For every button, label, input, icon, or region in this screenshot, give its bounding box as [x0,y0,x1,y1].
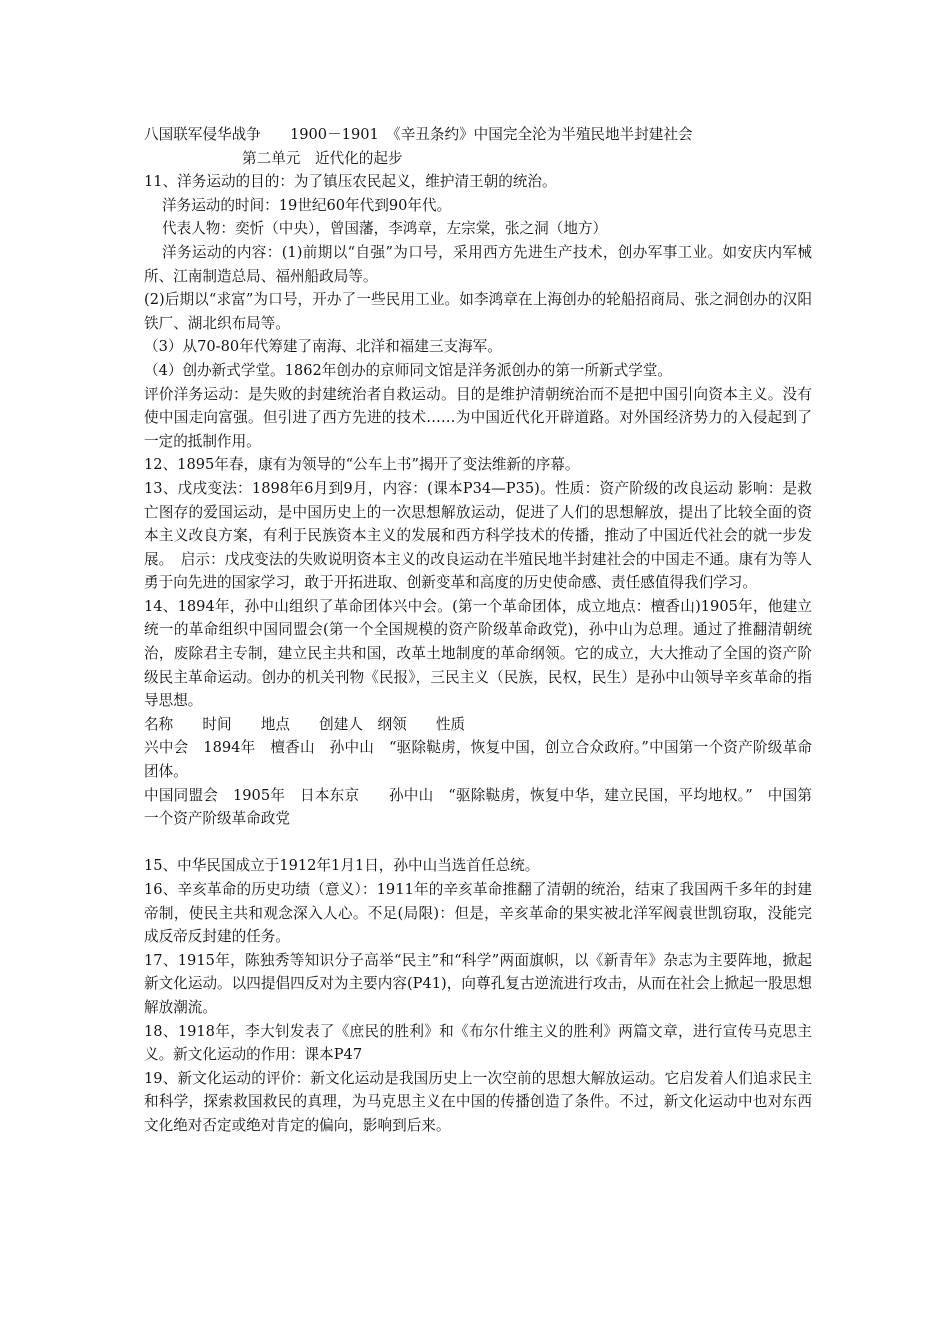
table-row-tongmenghui: 中国同盟会 1905年 日本东京 孙中山 “驱除鞑虏，恢复中华，建立民国，平均地权。” 中国第一个资产阶级革命政党 [144,786,812,828]
paragraph-12: 12、1895年春，康有为领导的“公车上书”揭开了变法维新的序幕。 [144,456,580,474]
paragraph-16: 16、辛亥革命的历史功绩（意义）：1911年的辛亥革命推翻了清朝的统治，结束了我国两千多年的封建帝制，使民主共和观念深入人心。不足(局限)：但是，辛亥革命的果实被北洋军阀袁世凯窃取，没能完成反帝反封建的任务。 [144,881,812,946]
paragraph-11-content: 洋务运动的内容：(1)前期以“自强”为口号，采用西方先进生产技术，创办军事工业。如安庆内军械所、江南制造总局、福州船政局等。 [144,243,812,285]
paragraph-11-content-2: (2)后期以“求富”为口号，开办了一些民用工业。如李鸿章在上海创办的轮船招商局、张之洞创办的汉阳铁厂、湖北织布局等。 [144,291,812,332]
paragraph-18: 18、1918年，李大钊发表了《庶民的胜利》和《布尔什维主义的胜利》两篇文章，进行宣传马克思主义。新文化运动的作用：课本P47 [144,1022,812,1064]
paragraph-14: 14、1894年，孙中山组织了革命团体兴中会。(第一个革命团体，成立地点：檀香山)1905年，他建立统一的革命组织中国同盟会(第一个全国规模的资产阶级革命政党)，孙中山为总理。通过了推翻清朝统治，废除君主专制，建立民主共和国，改革土地制度的革命纲领。它的成立，大大推动了全国的资产阶级民主革命运动。创办的机关刊物《民报》，三民主义（民族，民权，民生）是孙中山领导辛亥革命的指导思想。 [144,597,812,710]
table-header: 名称 时间 地点 创建人 纲领 性质 [144,715,466,733]
paragraph-11-content-4: （4）创办新式学堂。1862年创办的京师同文馆是洋务派创办的第一所新式学堂。 [144,361,673,379]
paragraph-11-people: 代表人物：奕忻（中央），曾国藩，李鸿章，左宗棠，张之洞（地方） [162,220,608,238]
table-row-xingzhonghui: 兴中会 1894年 檀香山 孙中山 “驱除鞑虏，恢复中国，创立合众政府。”中国第一个资产阶级革命团体。 [144,739,812,781]
blank-line [144,831,812,855]
paragraph-11-evaluation: 评价洋务运动：是失败的封建统治者自救运动。目的是维护清朝统治而不是把中国引向资本主义。没有使中国走向富强。但引进了西方先进的技术……为中国近代化开辟道路。对外国经济势力的入侵起到了一定的抵制作用。 [144,385,812,450]
paragraph-11-content-3: （3）从70-80年代筹建了南海、北洋和福建三支海军。 [144,338,502,356]
paragraph-13: 13、戊戌变法：1898年6月到9月，内容：(课本P34—P35)。性质：资产阶级的改良运动 影响：是救亡图存的爱国运动，是中国历史上的一次思想解放运动，促进了人们的思想解放，提出了比较全面的资本主义改良方案，有利于民族资本主义的发展和西方科学技术的传播，推动了中国近代社会的就一步发展。 启示：戊戌变法的失败说明资本主义的改良运动在半殖民地半封建社会的中国走不通。康有为等人勇于向先进的国家学习，敢于开拓进取、创新变革和高度的历史使命感、责任感值得我们学习。 [144,479,812,592]
paragraph-11-time: 洋务运动的时间：19世纪60年代到90年代。 [162,196,452,214]
unit-title: 第二单元 近代化的起步 [242,149,403,167]
paragraph-17: 17、1915年，陈独秀等知识分子高举“民主”和“科学”两面旗帜，以《新青年》杂志为主要阵地，掀起新文化运动。以四提倡四反对为主要内容(P41)，向尊孔复古逆流进行攻击，从而在社会上掀起一股思想解放潮流。 [144,951,812,1016]
intro-line: 八国联军侵华战争 1900－1901 《辛丑条约》中国完全沦为半殖民地半封建社会 [144,126,693,143]
document-body [144,123,812,1138]
paragraph-19: 19、新文化运动的评价：新文化运动是我国历史上一次空前的思想大解放运动。它启发着人们追求民主和科学，探索救国救民的真理，为马克思主义在中国的传播创造了条件。不过，新文化运动中也对东西文化绝对否定或绝对肯定的偏向，影响到后来。 [144,1069,812,1134]
paragraph-15: 15、中华民国成立于1912年1月1日，孙中山当选首任总统。 [144,857,540,875]
paragraph-11: 11、洋务运动的目的：为了镇压农民起义，维护清王朝的统治。 [144,173,557,191]
